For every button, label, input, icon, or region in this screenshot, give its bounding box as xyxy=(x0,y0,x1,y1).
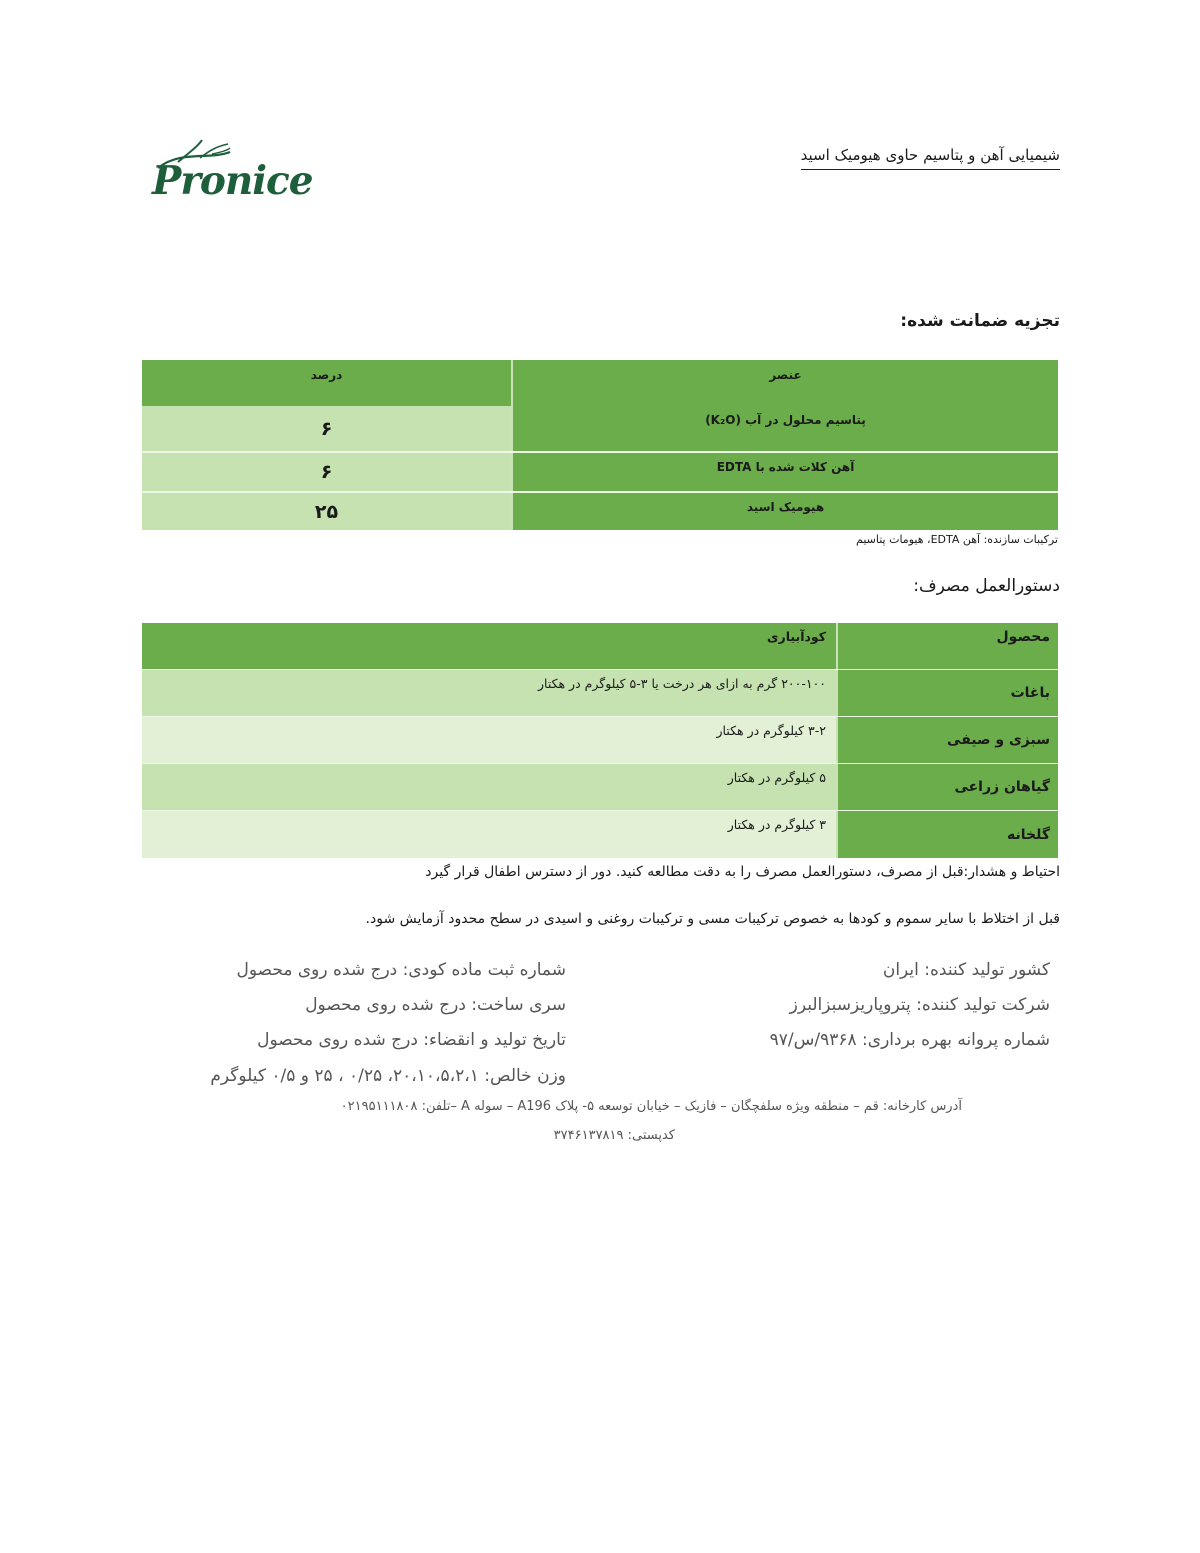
column-header-crop: محصول xyxy=(836,623,1058,669)
table-header-row xyxy=(142,623,1058,670)
logo-wordmark: Pronice xyxy=(152,158,313,204)
crop-cell: گیاهان زراعی xyxy=(836,764,1058,810)
dose-cell: ۲۰۰-۱۰۰ گرم به ازای هر درخت یا ۳-۵ کیلوگرم در هکتار xyxy=(142,670,836,716)
batch-number: سری ساخت: درج شده روی محصول xyxy=(305,995,566,1015)
composition-note: ترکیبات سازنده: آهن EDTA، هیومات پتاسیم xyxy=(856,533,1058,546)
warning-line-1: احتیاط و هشدار:قبل از مصرف، دستورالعمل مصرف را به دقت مطالعه کنید. دور از دسترس اطفال قرار گیرد xyxy=(425,864,1060,880)
table-row xyxy=(142,670,1058,717)
warning-line-2: قبل از اختلاط با سایر سموم و کودها به خصوص ترکیبات مسی و ترکیبات روغنی و اسیدی در سطح محدود آزمایش شود. xyxy=(365,911,1060,927)
table-row xyxy=(142,717,1058,764)
crop-cell: گلخانه xyxy=(836,811,1058,858)
dose-cell: ۵ کیلوگرم در هکتار xyxy=(142,764,836,810)
percent-cell: ۶ xyxy=(142,453,511,491)
table-row xyxy=(142,453,1058,493)
table-row xyxy=(142,493,1058,530)
column-header-element: عنصر xyxy=(511,360,1058,406)
net-weight: وزن خالص: ۲۰،۱۰،۵،۲،۱، ۰/۲۵ ، ۲۵ و ۰/۵ کیلوگرم xyxy=(210,1066,566,1086)
table-row xyxy=(142,811,1058,858)
table-row xyxy=(142,764,1058,811)
production-expiry-date: تاریخ تولید و انقضاء: درج شده روی محصول xyxy=(257,1030,566,1050)
element-cell: هیومیک اسید xyxy=(511,493,1058,530)
postal-code: کدپستی: ۳۷۴۶۱۳۷۸۱۹ xyxy=(553,1128,675,1143)
dose-cell: ۳ کیلوگرم در هکتار xyxy=(142,811,836,858)
usage-table xyxy=(142,623,1058,858)
registration-number: شماره ثبت ماده کودی: درج شده روی محصول xyxy=(236,960,566,980)
analysis-table xyxy=(142,360,1058,530)
producer-company: شرکت تولید کننده: پتروپاریزسبزالبرز xyxy=(789,995,1050,1015)
document-title: شیمیایی آهن و پتاسیم حاوی هیومیک اسید xyxy=(801,146,1060,170)
column-header-fertigation: کودآبیاری xyxy=(142,623,836,669)
brand-logo xyxy=(150,138,313,213)
element-cell: آهن کلات شده با EDTA xyxy=(511,453,1058,491)
producer-country: کشور تولید کننده: ایران xyxy=(882,960,1050,980)
percent-cell: ۲۵ xyxy=(142,493,511,530)
factory-address: آدرس کارخانه: قم – منطقه ویژه سلفچگان – فازیک – خیابان توسعه ۵- پلاک A196 – سوله A –تلفن: ۰۲۱۹۵۱۱۱۸۰۸ xyxy=(340,1099,962,1114)
table-row xyxy=(142,406,1058,453)
crop-cell: سبزی و صیفی xyxy=(836,717,1058,763)
crop-cell: باغات xyxy=(836,670,1058,716)
usage-title: دستورالعمل مصرف: xyxy=(913,576,1060,596)
license-number: شماره پروانه بهره برداری: ۹۳۶۸/س/۹۷ xyxy=(769,1030,1050,1050)
percent-cell: ۶ xyxy=(142,406,511,451)
element-cell: پتاسیم محلول در آب (K₂O) xyxy=(511,406,1058,451)
analysis-title: تجزیه ضمانت شده: xyxy=(900,311,1060,331)
dose-cell: ۳-۲ کیلوگرم در هکتار xyxy=(142,717,836,763)
table-header-row xyxy=(142,360,1058,406)
column-header-percent: درصد xyxy=(142,360,511,406)
